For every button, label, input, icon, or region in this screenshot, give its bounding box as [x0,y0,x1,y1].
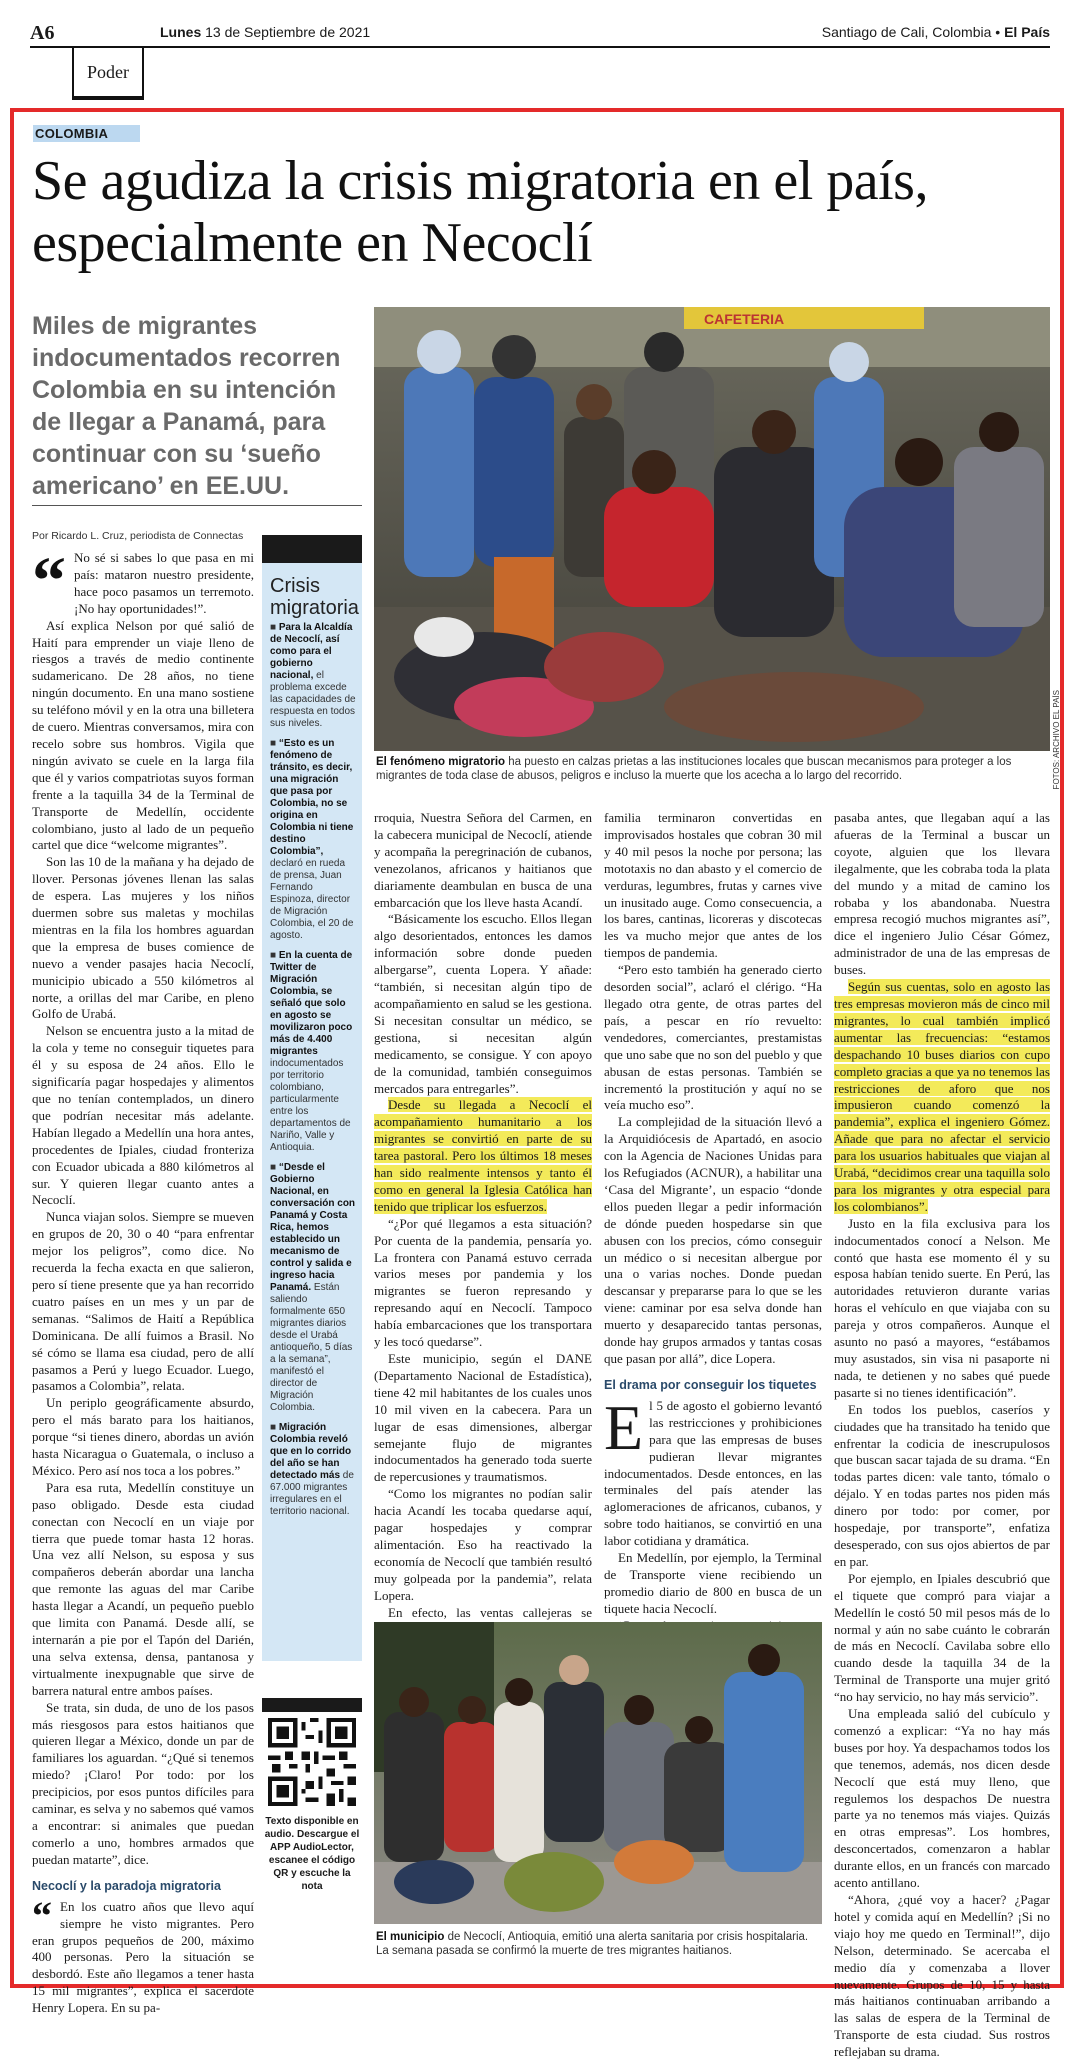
body-paragraph: El 5 de agosto el gobierno levantó las restricciones y prohibiciones para que las empresas de buses pudieran llevar migrantes indocumentados. Desde entonces, en las terminales del país atender las aglomeraciones de africanos, cubanos, y sobre todo haitianos, se convirtió en una labor cotidiana y dramática. [604,1391,822,1549]
sidebar-item: ■ “Desde el Gobierno Nacional, en conversación con Panamá y Costa Rica, hemos establecido un mecanismo de control y salida e ingreso hacia Panamá. Están saliendo formalmente 650 migrantes diarios desde el Urabá antioqueño, 5 días a la semana”, manifestó el director de Migración Colombia. [270,1162,356,1413]
article-column-4 [604,810,822,1652]
sidebar-item: ■ En la cuenta de Twitter de Migración Colombia, se señaló que solo en agosto se movilizaron poco más de 4.400 migrantes indocumentados por territorio colombiano, particularmente entre los departamentos de Nariño, Valle y Antioquia. [270,950,353,1153]
body-paragraph: La complejidad de la situación llevó a la Arquidiócesis de Apartadó, en asocio con la Agencia de Naciones Unidas para los Refugiados (ACNUR), a habilitar una ‘Casa del Migrante’, un espacio “donde ellos pueden llegar a pedir información de dónde pueden hospedarse sin que abusen con los precios, cómo conseguir un médico o si necesitan albergue por una o varias noches. Donde puedan descansar y prepararse para lo que se les viene: caminar por esa selva donde han muerto y desaparecido tantas personas, donde hay grupos armados y tantas cosas que pasan por allá”, dice Lopera. [604,1114,822,1366]
body-paragraph: Nunca viajan solos. Siempre se mueven en grupos de 20, 30 o 40 “para enfrentar mejor los peligros”, como dice. No recuerda la fecha exacta en que salieron, pero sí tiene presente que ya han recorrido cuatro países en un mes y un par de semanas. “Salimos de Haití a República Dominicana. De allí fuimos a Brasil. No sé cómo se llama esa ciudad, pero de allí pasamos a Perú y luego Ecuador. Luego, pasamos a Colombia”, relata. [32,1209,254,1394]
sidebar-items [270,622,358,1526]
sidebar-item: ■ “Esto es un fenómeno de tránsito, es decir, una migración que pasa por Colombia, no se origina en Colombia ni tiene destino Colombia”, declaró en rueda de prensa, Juan Fernando Espinoza, director de Migración Colombia, el 20 de agosto. [270,738,354,941]
body-paragraph: Se trata, sin duda, de uno de los pasos más riesgosos para estos haitianos que quieren llegar a México, donde un par de familiares los aguardan. “¿Qué si tenemos miedo? ¡Claro! Por todo: por los precipicios, por esos puntos difíciles para caminar, es selva y no sabemos qué vamos a encontrar: si animales que puedan comerlo a uno, hombres armados que puedan matarte”, dice. [32,1699,254,1867]
sidebar-title: Crisis migratoria [270,575,359,619]
qr-code-icon[interactable] [268,1718,356,1806]
body-paragraph: familia terminaron convertidas en improvisados hostales que cobran 30 mil y 40 mil pesos la noche por persona; las mototaxis no dan abasto y el comercio de verduras, legumbres, frutas y carnes vive un inusitado auge. Como consecuencia, a los bares, cantinas, licoreras y discotecas les va mucho mejor que antes de los tiempos de pandemia. [604,810,822,961]
issue-date [160,24,370,40]
pull-quote-mark: “ [32,542,66,618]
body-paragraph: pasaba antes, que llegaban aquí a las afueras de la Terminal a buscar un coyote, alguien que los llevara ilegalmente, que les cobraba toda la plata del mundo y a mitad de camino los robaba y los abandonaba. Nuestra empresa recogió muchos migrantes así”, dice el ingeniero Julio César Gómez, administrador de una de las empresas de buses. [834,810,1050,978]
body-paragraph: En todos los pueblos, caseríos y ciudades que ha transitado ha tenido que enfrentar la codicia de inescrupulosos que buscan sacar tajada de su drama. “En todas partes dicen: vale tanto, tómalo o déjalo. Y en todas partes nos piden más dinero por todo: por comer, por hospedaje, por transporte”, enfatiza desesperado, con sus ojos abiertos de par en par. [834,1401,1050,1569]
body-paragraph: Una empleada salió del cubículo y comenzó a explicar: “Ya no hay más buses por hoy. Ya despachamos todos los que tenemos, además, nos dicen desde Necoclí que está muy lleno, que regulemos los despachos De nuestra parte ya no tenemos más viajes. Quizás en otras empresas”. Los hombres, desconcertados, comenzaron a hablar durante ellos, en un francés con marcado acento antillano. [834,1706,1050,1891]
location-text: Santiago de Cali, Colombia • [821,24,1001,40]
subheading: El drama por conseguir los tiquetes [604,1377,817,1392]
body-paragraph: Son las 10 de la mañana y ha dejado de llover. Personas jóvenes llenan las salas de espera. Las mujeres y los niños duermen sobre sus maletas y mochilas mientras en la fila los hombres aguardan que la empresa de buses comience de nuevo a vender pasajes hacia Necoclí, municipio ubicado a 550 kilómetros al norte, a orillas del mar Caribe, en pleno Golfo de Urabá. [32,854,254,1022]
body-paragraph: rroquia, Nuestra Señora del Carmen, en la cabecera municipal de Necoclí, atiende y acompaña la peregrinación de cubanos, venezolanos, africanos y haitianos que diariamente deambulan en busca de una embarcación que los lleve hasta Acandí. [374,810,592,910]
subheading: Necoclí y la paradoja migratoria [32,1878,221,1893]
highlighted-paragraph: Según sus cuentas, solo en agosto las tres empresas movieron más de cinco mil migrantes, lo cual también implicó aumentar las frecuencias: “estamos despachando 10 buses diarios con cupo completo gracias a que ya no tenemos las restricciones de aforo que nos impusieron cuando comenzó la pandemia”, explica el ingeniero Gómez. Añade que para no afectar el servicio para los usuarios habituales que viajan al Urabá, “decidimos crear una taquilla solo para los migrantes y otra especial para los colombianos”. [834,979,1050,1214]
body-paragraph: Para esa ruta, Medellín constituye un paso obligado. Desde esta ciudad conectan con Necoclí en un viaje por tierra que puede tomar hasta 12 horas. Una vez allí Nelson, su esposa y sus compañeros deberán abordar una lancha que remonte las aguas del mar Caribe hasta llegar a Acandí, un pequeño pueblo que limita con Panamá. Desde allí, se internarán a pie por el Tapón del Darién, una selva extensa, densa, pantanosa y virtualmente inexpugnable que sirve de barrera natural entre ambos países. [32,1479,254,1698]
article-deck: Miles de migrantes indocumentados recorren Colombia en su intención de llegar a Panamá, para continuar con su ‘sueño americano’ en EE.UU. [32,312,341,500]
pull-quote-mark: “ [32,1892,52,1938]
body-paragraph: En efecto, las ventas callejeras se [388,1604,592,1620]
article-column-5 [834,810,1050,2061]
article-byline: Por Ricardo L. Cruz, periodista de Connectas [32,530,244,542]
section-name: Poder [87,62,129,82]
body-paragraph: Un periplo geográficamente absurdo, pero el más barato para los haitianos, porque “si tienes dinero, abordas un avión hasta Nicaragua o Guatemala, o incluso a México. Pero así nos toca a los pobres.” [32,1395,254,1478]
photo-caption: El fenómeno migratorio ha puesto en calzas prietas a las instituciones locales que buscan mecanismos para proteger a los migrantes de toda clase de abusos, peligros e incluso la muerte que los acecha a lo largo del recorrido. [376,756,1012,782]
body-paragraph: “Ahora, ¿qué voy a hacer? ¿Pagar hotel y comida aquí en Medellín? ¡Si no viajo hoy me quedo en Terminal!”, dijo Nelson, determinado. Se acercaba el medio día y comenzaba a llover nuevamente. Grupos de 10, 15 y hasta más haitianos continuaban arribando a las salas de espera de la Terminal de Transporte de esta ciudad. Sus rostros reflejaban su drama. [834,1892,1050,2060]
section-tab [72,48,144,100]
body-paragraph: “Básicamente los escucho. Ellos llegan algo desorientados, entonces les damos información sobre donde pueden albergarse”, cuenta Lopera. Y añade: “también, si necesitan algún tipo de acompañamiento en salud se les gestiona. Si necesitan consultar un médico, se gestiona, si necesitan algún medicamento, se consigue. Y con apoyo de la comunidad, también conseguimos mercados para entregarles”. [374,911,592,1096]
lead-paragraph: “ No sé si sabes lo que pasa en mi país: mataron nuestro presidente, hace poco pasamos un terremoto. ¡No hay oportunidades!”. [32,542,254,618]
publication-location [822,24,1050,40]
qr-top-bar [262,1698,362,1712]
photo-caption: El municipio de Necoclí, Antioquia, emitió una alerta sanitaria por crisis hospitalaria. La semana pasada se confirmó la muerte de tres migrantes haitianos. [376,1931,809,1957]
migrants-necocli-photo [374,1622,822,1924]
issue-date-text: 13 de Septiembre de 2021 [205,24,371,40]
article-column-1 [32,542,254,2017]
body-paragraph: Justo en la fila exclusiva para los indocumentados conocí a Nelson. Me contó que hasta ese momento él y su esposa habían tenido suerte. En Perú, las autoridades retuvieron durante varias horas el vehículo en que viajaba con su pareja y otros compañeros. Aunque el asunto no pasó a mayores, “estábamos muy asustados, sin visa ni pasaporte ni nada, te detienen y no sabes qué puede pasarte si no tienes identificación”. [834,1215,1050,1400]
cafeteria-sign: CAFETERIA [704,311,785,327]
body-paragraph: Este municipio, según el DANE (Departamento Nacional de Estadística), tiene 42 mil habitantes de los cuales unos 10 mil viven en la cabecera. Para un lugar de esas dimensiones, albergar semejante flujo de migrantes indocumentados ha generado toda suerte de repercusiones y traumatismos. [374,1351,592,1485]
body-paragraph: En Medellín, por ejemplo, la Terminal de Transporte viene recibiendo un promedio diario de 800 en busca de un tiquete hacia Necoclí. [604,1550,822,1616]
publication-name: El País [1004,24,1050,40]
deck-divider [32,505,362,506]
body-paragraph: Por ejemplo, en Ipiales descubrió que el tiquete que compró para viajar a Medellín le costó 50 mil pesos más de lo normal y aún no sabe cuánto le cobrarán de más en Necoclí. Cavilaba sobre ello cuando desde la taquilla 34 de la Terminal de Transporte una mujer gritó “no hay servicio, no hay más servicio”. [834,1570,1050,1705]
highlighted-paragraph: Desde su llegada a Necoclí el acompañamiento humanitario a los migrantes se convirtió en parte de su tarea pastoral. Pero los últimos 18 meses han sido realmente intensos y tanto él como en general la Iglesia Católica han tenido que triplicar los esfuerzos. [374,1097,592,1214]
sidebar-item: ■ Migración Colombia reveló que en lo corrido del año se han detectado más de 67.000 migrantes irregulares en el territorio nacional. [270,1422,354,1517]
body-paragraph: “¿Por qué llegamos a esta situación? Por cuenta de la pandemia, pensaría yo. La frontera con Panamá estuvo cerrada varios meses por pandemia y los migrantes se fueron represando y represando aquí en Necoclí. Tampoco había embarcaciones que los transportara y les tocó quedarse”. [374,1215,592,1350]
drop-cap: E [604,1391,644,1463]
sidebar-item: ■ Para la Alcaldía de Necoclí, así como para el gobierno nacional, el problema excede las capacidades de respuesta en todos sus niveles. [270,622,356,729]
photo-credit: FOTOS: ARCHIVO EL PAÍS [1052,690,1061,790]
body-paragraph: Así explica Nelson por qué salió de Haití para emprender un viaje lleno de riesgos a través de medio continente sudamericano. De 28 años, no tiene ningún documento. En una mano sostiene su teléfono móvil y en la otra una billetera de cuero. Mientras conversamos, mira con recelo sobre sus hombros. Vigila que ningún avivato se cuele en la larga fila que él y varios compatriotas suyos forman frente a la taquilla 34 de la Terminal de Transporte de Medellín, occidente colombiano, justo al lado de un pequeño cartel que dice “welcome migrantes”. [32,617,254,853]
article-column-3 [374,810,592,1655]
issue-day: Lunes [160,24,202,40]
body-paragraph: “Pero esto también ha generado cierto desorden social”, aclaró el clérigo. “Ha llegado otra gente, de otras partes del país, a pescar en río revuelto: vendedores, comerciantes, prestamistas que uno sabe que no son del pueblo y que abusan de estas personas. También se incrementó la prostitución y aquí no se veía mucho eso”. [604,962,822,1113]
body-paragraph: “ En los cuatro años que llevo aquí siempre he visto migrantes. Pero eran grupos pequeños de 200, máximo 400 personas. Pero la situación se desbordó. Este año llegamos a tener hasta 15 mil migrantes”, explica el sacerdote Henry Lopera. En su pa- [32,1892,254,2016]
page-header [30,18,1050,48]
body-paragraph: “Como los migrantes no podían salir hacia Acandí les tocaba quedarse aquí, pagar hospedajes y comprar alimentación. Eso ha reactivado la economía de Necoclí que también resultó muy golpeada por la pandemia”, relata Lopera. [374,1486,592,1603]
article-headline: Se agudiza la crisis migratoria en el país, especialmente en Necoclí [32,150,928,274]
article-kicker: COLOMBIA [33,125,140,142]
migrants-terminal-photo [374,307,1050,751]
page-number: A6 [30,22,55,44]
audio-note: Texto disponible en audio. Descargue el APP AudioLector, escanee el código QR y escuche la nota [264,1816,360,1892]
body-paragraph: Nelson se encuentra justo a la mitad de la cola y teme no conseguir tiquetes para él y su esposa de 24 años. Ello le significaría pagar hospedajes y alimentos que no tenían contemplados, un dinero que podrían necesitar más adelante. Habían llegado a Medellín una hora antes, procedentes de Ipiales, ciudad fronteriza con Ecuador ubicada a 880 kilómetros al sur. Y quieren llegar cuanto antes a Necoclí. [32,1023,254,1208]
sidebar-top-bar [262,535,362,563]
